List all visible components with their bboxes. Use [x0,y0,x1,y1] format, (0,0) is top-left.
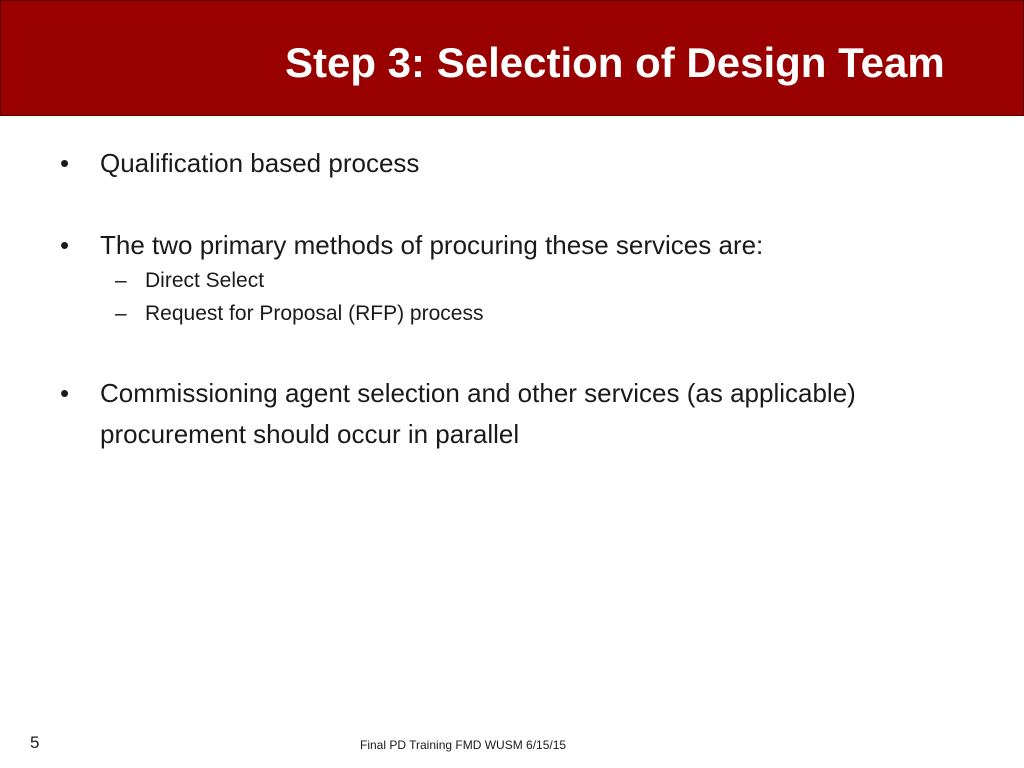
page-number: 5 [30,733,40,752]
bullet-marker: • [60,230,70,260]
sub-bullet-text: Direct Select [145,269,265,292]
bullet-text: Commissioning agent selection and other services (as applicable) procurement should occur in parallel [100,378,856,449]
slide-title: Step 3: Selection of Design Team [285,39,945,86]
sub-bullet-text: Request for Proposal (RFP) process [145,302,484,325]
bullet-text: The two primary methods of procuring these services are: [100,230,764,260]
sub-bullet-marker: – [115,269,127,292]
bullet-marker: • [60,148,70,178]
footer-text: Final PD Training FMD WUSM 6/15/15 [360,738,567,752]
bullet-marker: • [60,378,70,408]
bullet-text: Qualification based process [100,148,420,178]
sub-bullet-marker: – [115,302,127,325]
title-bar [0,0,1024,116]
